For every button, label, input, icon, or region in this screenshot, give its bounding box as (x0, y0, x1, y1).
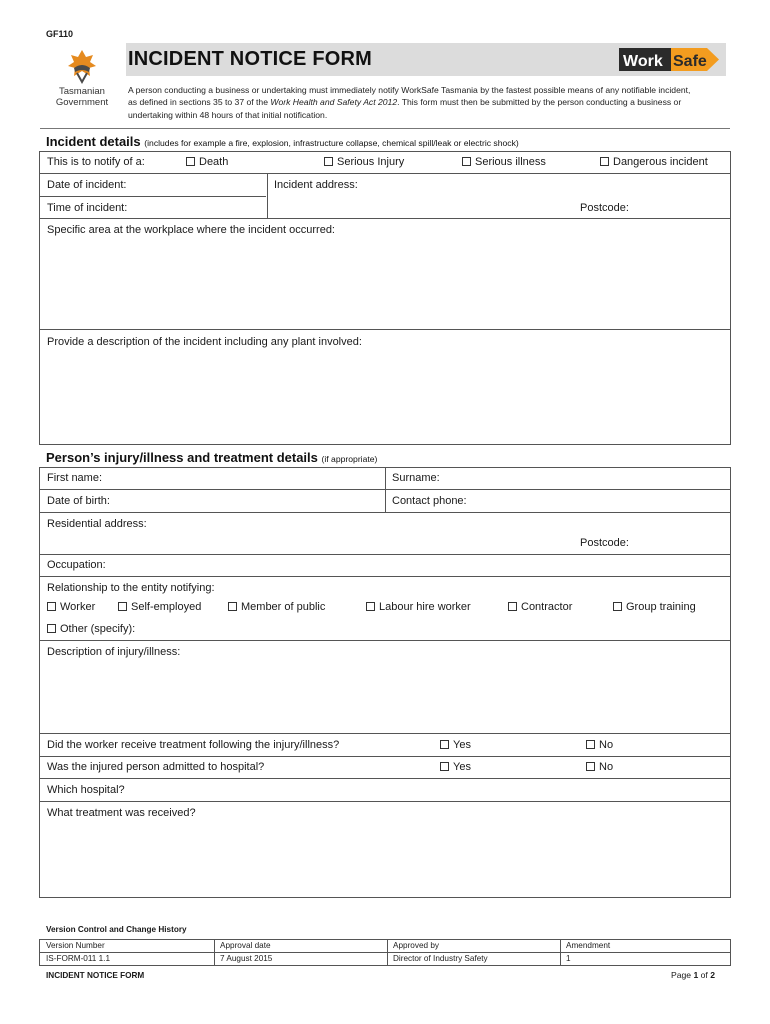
death-label: Death (199, 156, 229, 168)
approved-by-value: Director of Industry Safety (393, 954, 488, 963)
intro-act: Work Health and Safety Act 2012 (270, 97, 398, 108)
hospital-yes-checkbox[interactable] (440, 762, 449, 771)
divider (40, 640, 730, 641)
person-heading-note: (if appropriate) (321, 454, 378, 464)
footer-form-name: INCIDENT NOTICE FORM (46, 971, 145, 980)
self-employed-label: Self-employed (131, 601, 202, 613)
serious-illness-checkbox[interactable] (462, 157, 471, 166)
residential-postcode-field[interactable]: Postcode: (580, 537, 629, 549)
intro-part2: . This form must then be submitted by the person conducting a business or undertaking within 48 hours of that initial notification. (128, 97, 682, 120)
gov-logo-line2: Government (55, 97, 109, 108)
treatment-no-label: No (599, 739, 614, 751)
col-approval-date: Approval date (220, 941, 271, 950)
col-version-number: Version Number (46, 941, 105, 950)
person-heading: Person’s injury/illness and treatment details (46, 450, 318, 465)
divider (40, 218, 730, 219)
divider (40, 576, 730, 577)
treatment-yes-label: Yes (453, 739, 471, 751)
occupation-field[interactable]: Occupation: (47, 559, 106, 571)
amendment-value: 1 (566, 954, 571, 963)
first-name-field[interactable]: First name: (47, 472, 103, 484)
group-training-checkbox[interactable] (613, 602, 622, 611)
page-of: of (700, 970, 708, 980)
divider (267, 173, 268, 218)
notify-label: This is to notify of a: (47, 156, 145, 168)
version-control-table (39, 939, 731, 966)
page-word: Page (671, 970, 692, 980)
dangerous-incident-checkbox[interactable] (600, 157, 609, 166)
incident-details-box (39, 151, 731, 445)
worksafe-logo (619, 45, 723, 74)
worker-checkbox[interactable] (47, 602, 56, 611)
version-number-value: IS-FORM-011 1.1 (46, 954, 110, 963)
serious-illness-label: Serious illness (475, 156, 546, 168)
other-label: Other (specify): (60, 623, 136, 635)
treatment-yes-checkbox[interactable] (440, 740, 449, 749)
person-section-title (46, 450, 377, 465)
divider (40, 554, 730, 555)
page-title: INCIDENT NOTICE FORM (128, 48, 372, 70)
tasmanian-government-logo (50, 48, 114, 110)
page-total: 2 (710, 970, 715, 980)
self-employed-checkbox[interactable] (118, 602, 127, 611)
option-labour-hire[interactable] (366, 601, 471, 613)
date-of-incident-field[interactable]: Date of incident: (47, 179, 127, 191)
member-of-public-checkbox[interactable] (228, 602, 237, 611)
approval-date-value: 7 August 2015 (220, 954, 273, 963)
divider (40, 778, 730, 779)
header-divider (40, 128, 730, 129)
other-checkbox[interactable] (47, 624, 56, 633)
specific-area-field[interactable]: Specific area at the workplace where the incident occurred: (47, 224, 335, 236)
worksafe-work-text: Work (623, 53, 663, 70)
divider (40, 952, 730, 953)
member-of-public-label: Member of public (241, 601, 326, 613)
treatment-question: Did the worker receive treatment following the injury/illness? (47, 739, 340, 751)
option-other[interactable] (47, 623, 135, 635)
divider (40, 512, 730, 513)
divider (387, 940, 388, 965)
incident-description-field[interactable]: Provide a description of the incident including any plant involved: (47, 336, 362, 348)
hospital-no-label: No (599, 761, 614, 773)
divider (40, 756, 730, 757)
incident-heading-note: (includes for example a fire, explosion, infrastructure collapse, chemical spill/leak or electric shock) (144, 138, 519, 148)
divider (214, 940, 215, 965)
serious-injury-checkbox[interactable] (324, 157, 333, 166)
relationship-label: Relationship to the entity notifying: (47, 582, 215, 594)
contractor-checkbox[interactable] (508, 602, 517, 611)
treatment-received-field[interactable]: What treatment was received? (47, 807, 196, 819)
col-approved-by: Approved by (393, 941, 439, 950)
thylacine-crest-icon (65, 48, 99, 86)
contact-phone-field[interactable]: Contact phone: (392, 495, 467, 507)
option-serious-illness[interactable] (462, 156, 546, 168)
treatment-no[interactable] (586, 739, 613, 751)
option-self-employed[interactable] (118, 601, 201, 613)
hospital-no-checkbox[interactable] (586, 762, 595, 771)
divider (560, 940, 561, 965)
option-contractor[interactable] (508, 601, 572, 613)
incident-section-title (46, 134, 519, 149)
worker-label: Worker (60, 601, 96, 613)
worksafe-safe-text: Safe (673, 53, 707, 70)
version-control-title: Version Control and Change History (46, 925, 187, 934)
divider (40, 173, 730, 174)
divider (40, 489, 730, 490)
divider (385, 468, 386, 512)
page-number: 1 (693, 970, 699, 980)
form-code: GF110 (46, 29, 74, 39)
group-training-label: Group training (626, 601, 696, 613)
gov-logo-line1: Tasmanian (59, 86, 105, 97)
divider (40, 801, 730, 802)
contractor-label: Contractor (521, 601, 573, 613)
dangerous-incident-label: Dangerous incident (613, 156, 708, 168)
option-member-of-public[interactable] (228, 601, 325, 613)
option-death[interactable] (186, 156, 228, 168)
intro-text (128, 84, 698, 121)
divider (40, 196, 266, 197)
divider (40, 733, 730, 734)
which-hospital-field[interactable]: Which hospital? (47, 784, 125, 796)
date-of-birth-field[interactable]: Date of birth: (47, 495, 110, 507)
time-of-incident-field[interactable]: Time of incident: (47, 202, 128, 214)
serious-injury-label: Serious Injury (337, 156, 405, 168)
page-indicator (671, 970, 715, 980)
intro-part1: A person conducting a business or undertaking must immediately notify WorkSafe Tasmania by the fastest possible means of any notifiable incident, as defined in sections 35 to 37 of the (128, 85, 691, 108)
hospital-yes[interactable] (440, 761, 471, 773)
hospital-no[interactable] (586, 761, 613, 773)
option-worker[interactable] (47, 601, 95, 613)
surname-field[interactable]: Surname: (392, 472, 440, 484)
death-checkbox[interactable] (186, 157, 195, 166)
hospital-yes-label: Yes (453, 761, 471, 773)
treatment-yes[interactable] (440, 739, 471, 751)
option-serious-injury[interactable] (324, 156, 404, 168)
option-group-training[interactable] (613, 601, 696, 613)
incident-address-field[interactable]: Incident address: (274, 179, 358, 191)
treatment-no-checkbox[interactable] (586, 740, 595, 749)
option-dangerous-incident[interactable] (600, 156, 708, 168)
labour-hire-checkbox[interactable] (366, 602, 375, 611)
residential-address-field[interactable]: Residential address: (47, 518, 147, 530)
labour-hire-label: Labour hire worker (379, 601, 471, 613)
divider (40, 329, 730, 330)
col-amendment: Amendment (566, 941, 611, 950)
person-details-box (39, 467, 731, 898)
injury-description-field[interactable]: Description of injury/illness: (47, 646, 181, 658)
incident-heading: Incident details (46, 134, 141, 149)
hospital-question: Was the injured person admitted to hospital? (47, 761, 265, 773)
title-bar (126, 43, 726, 76)
incident-postcode-field[interactable]: Postcode: (580, 202, 629, 214)
